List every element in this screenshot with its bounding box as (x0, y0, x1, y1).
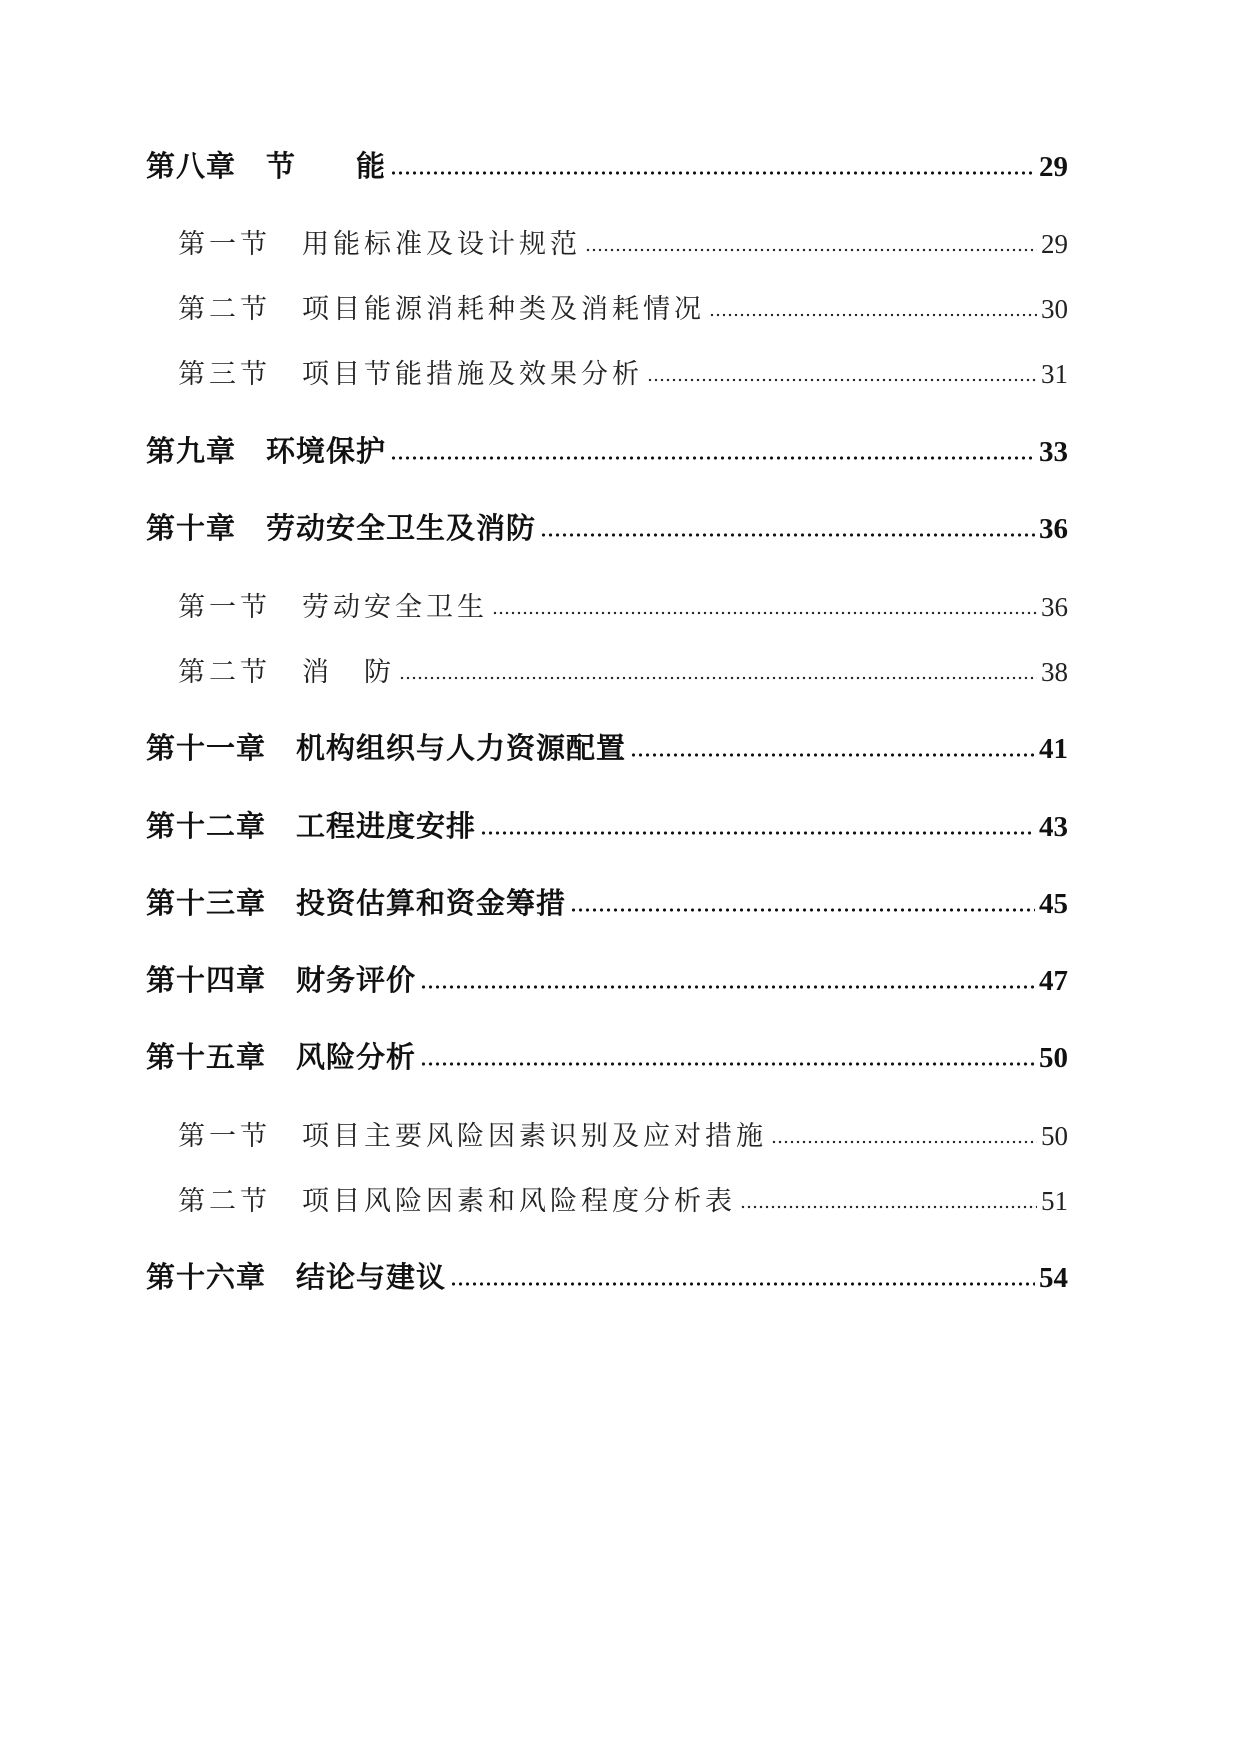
toc-section-10-2[interactable] (178, 650, 1068, 689)
dot-leader (399, 676, 1037, 680)
toc-page-number: 33 (1039, 436, 1068, 468)
dot-leader (585, 248, 1037, 252)
toc-entry-label: 第二节 项目风险因素和风险程度分析表 (178, 1186, 736, 1217)
dot-leader (480, 831, 1035, 835)
toc-chapter-15[interactable] (146, 1035, 1068, 1076)
toc-page-number: 31 (1041, 359, 1068, 389)
toc-section-8-1[interactable] (178, 222, 1068, 261)
toc-page-number: 47 (1039, 965, 1068, 997)
toc-section-15-2[interactable] (178, 1179, 1068, 1218)
toc-chapter-12[interactable] (146, 804, 1068, 845)
dot-leader (390, 171, 1035, 175)
toc-entry-label: 第三节 项目节能措施及效果分析 (178, 359, 643, 390)
toc-entry-label: 第十六章 结论与建议 (146, 1260, 447, 1294)
dot-leader (771, 1140, 1037, 1144)
toc-chapter-11[interactable] (146, 726, 1068, 767)
toc-page-number: 29 (1041, 229, 1068, 259)
dot-leader (740, 1205, 1037, 1209)
dot-leader (492, 611, 1037, 615)
toc-entry-label: 第十一章 机构组织与人力资源配置 (146, 731, 627, 765)
toc-chapter-10[interactable] (146, 506, 1068, 547)
toc-entry-label: 第一节 劳动安全卫生 (178, 592, 488, 623)
toc-entry-label: 第二节 消 防 (178, 657, 395, 688)
toc-section-10-1[interactable] (178, 585, 1068, 624)
toc-entry-label: 第九章 环境保护 (146, 434, 387, 468)
toc-entry-label: 第一节 用能标准及设计规范 (178, 229, 581, 260)
toc-page-number: 54 (1039, 1262, 1068, 1294)
toc-section-8-2[interactable] (178, 287, 1068, 326)
dot-leader (450, 1282, 1035, 1286)
toc-page-number: 41 (1039, 733, 1068, 765)
dot-leader (570, 908, 1035, 912)
dot-leader (540, 533, 1035, 537)
toc-page-number: 38 (1041, 657, 1068, 687)
toc-entry-label: 第一节 项目主要风险因素识别及应对措施 (178, 1121, 767, 1152)
dot-leader (420, 985, 1035, 989)
toc-entry-label: 第十四章 财务评价 (146, 963, 417, 997)
toc-entry-label: 第十三章 投资估算和资金筹措 (146, 886, 567, 920)
toc-page-number: 45 (1039, 888, 1068, 920)
toc-page-number: 36 (1041, 592, 1068, 622)
toc-page-number: 30 (1041, 294, 1068, 324)
toc-page-number: 50 (1039, 1042, 1068, 1074)
toc-chapter-16[interactable] (146, 1255, 1068, 1296)
dot-leader (709, 313, 1037, 317)
toc-page-number: 50 (1041, 1121, 1068, 1151)
toc-page-number: 29 (1039, 151, 1068, 183)
toc-chapter-13[interactable] (146, 881, 1068, 922)
toc-entry-label: 第十二章 工程进度安排 (146, 809, 477, 843)
toc-chapter-9[interactable] (146, 429, 1068, 470)
dot-leader (390, 456, 1035, 460)
toc-page-number: 43 (1039, 811, 1068, 843)
dot-leader (420, 1062, 1035, 1066)
toc-section-8-3[interactable] (178, 352, 1068, 391)
toc-entry-label: 第十五章 风险分析 (146, 1040, 417, 1074)
toc-page-number: 36 (1039, 513, 1068, 545)
dot-leader (647, 378, 1037, 382)
toc-page-number: 51 (1041, 1186, 1068, 1216)
toc-entry-label: 第二节 项目能源消耗种类及消耗情况 (178, 294, 705, 325)
dot-leader (630, 753, 1035, 757)
toc-chapter-8[interactable] (146, 144, 1068, 185)
toc-entry-label: 第十章 劳动安全卫生及消防 (146, 511, 537, 545)
toc-section-15-1[interactable] (178, 1114, 1068, 1153)
toc-chapter-14[interactable] (146, 958, 1068, 999)
toc-entry-label: 第八章 节 能 (146, 149, 387, 183)
